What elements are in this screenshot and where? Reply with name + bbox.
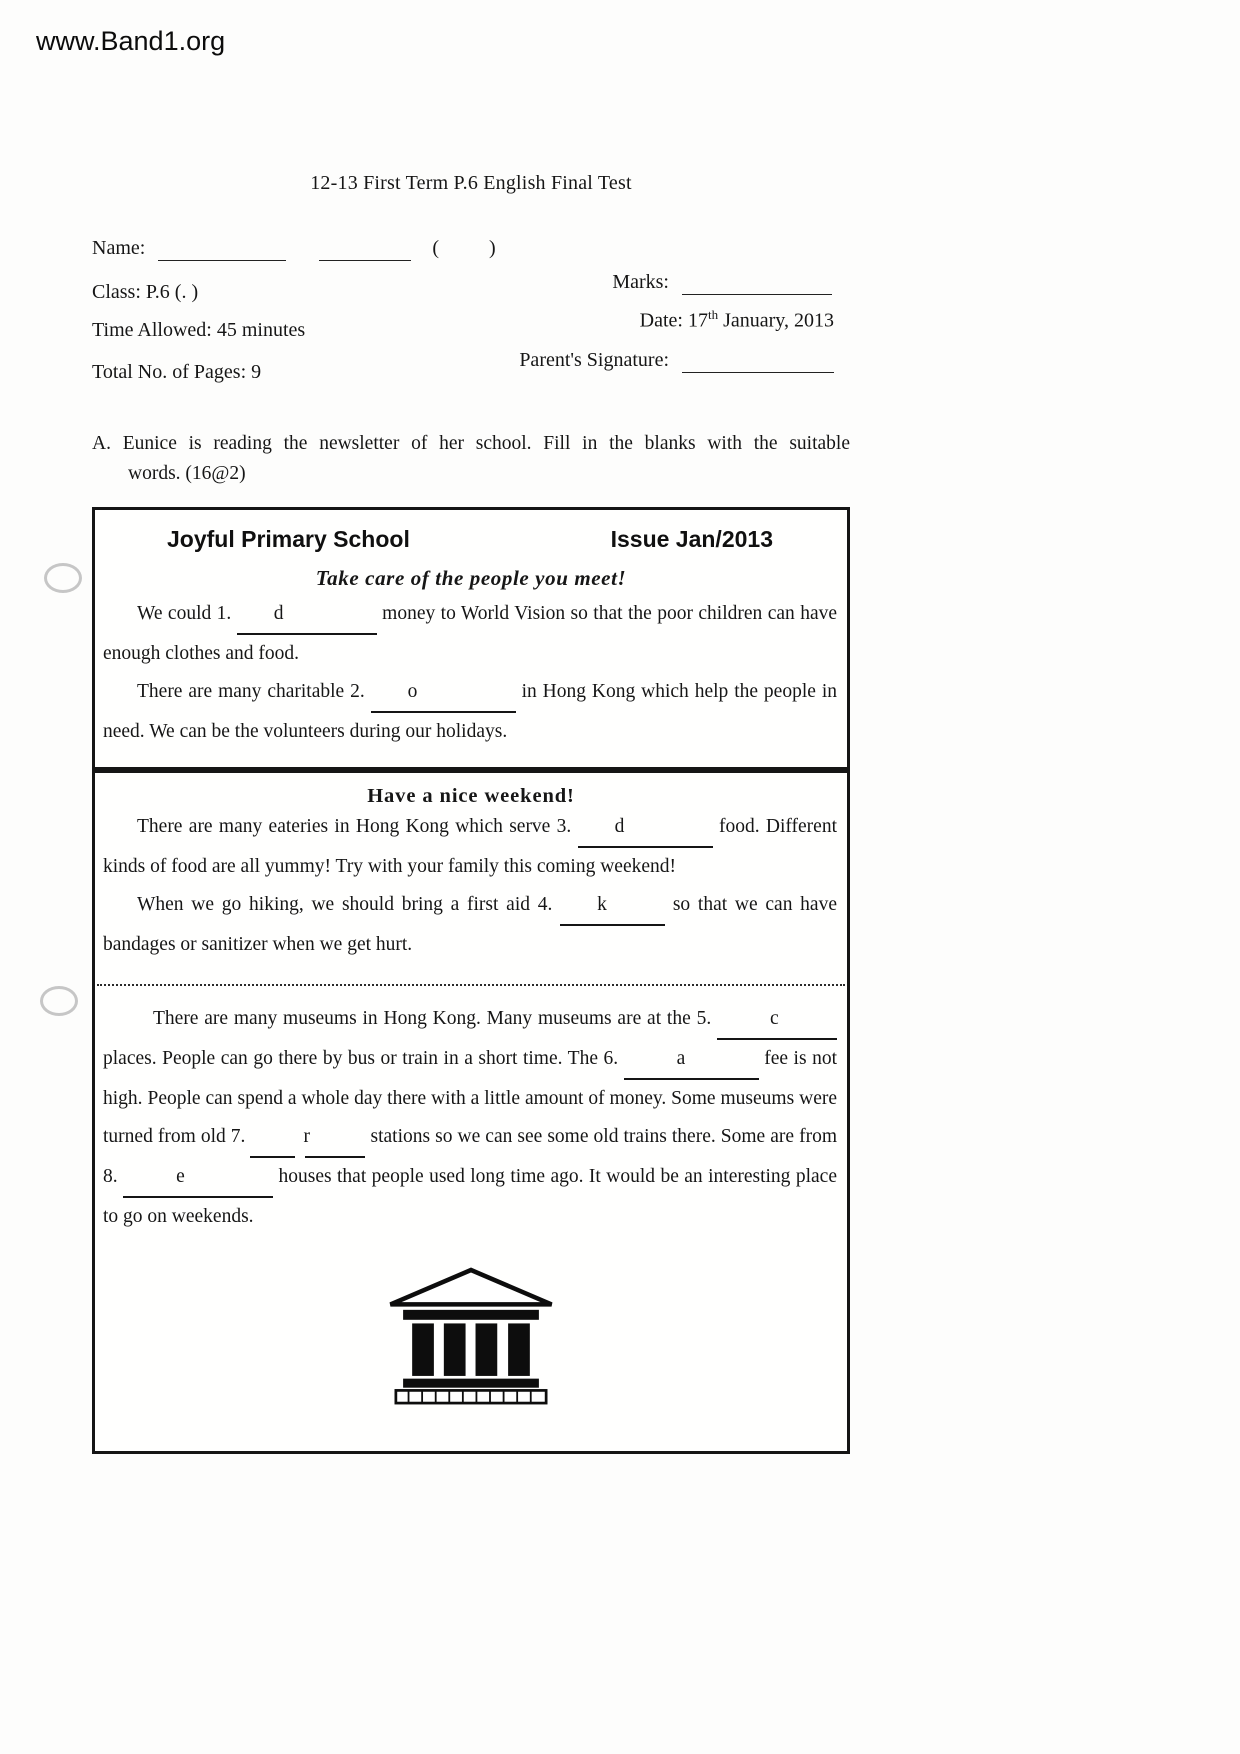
text-segment: There are many charitable 2. [137, 681, 371, 702]
text-segment: stations so we can see some old trains there. Some are from 8. [103, 1126, 837, 1187]
class-field: Class: P.6 (. ) [92, 281, 199, 303]
text-segment: so that we can have bandages or sanitizer when we get hurt. [103, 894, 837, 955]
marks-label: Marks: [612, 271, 669, 293]
dotted-divider [97, 984, 845, 986]
fill-blank-3 [578, 808, 713, 848]
site-watermark: www.Band1.org [36, 26, 226, 56]
text-segment: There are many eateries in Hong Kong which serve 3. [137, 816, 578, 837]
text-segment: We could 1. [137, 603, 237, 624]
museum-building-icon [385, 1262, 557, 1412]
newsletter-paragraph-3 [103, 808, 837, 886]
newsletter-headline-1: Take care of the people you meet! [315, 566, 627, 590]
text-segment: houses that people used long time ago. It would be an interesting place to go on weekends. [103, 1166, 837, 1227]
page-title: 12-13 First Term P.6 English Final Test [310, 172, 632, 194]
section-divider [95, 767, 847, 773]
fill-blank-6 [624, 1040, 759, 1080]
hole-punch-mark [40, 986, 78, 1016]
name-blank-1 [158, 237, 286, 261]
hole-punch-mark [44, 563, 82, 593]
section-a-instruction [92, 433, 850, 485]
issue-label: Issue Jan/2013 [610, 526, 773, 552]
newsletter-paragraph-5 [103, 1000, 837, 1236]
fill-blank-7b [305, 1118, 365, 1158]
header-fields [92, 229, 850, 407]
name-label: Name: [92, 237, 146, 259]
blank-letter: o [407, 681, 418, 702]
instruction-line-1: A. Eunice is reading the newsletter of her school. Fill in the blanks with the suitable [92, 433, 850, 454]
school-name: Joyful Primary School [167, 526, 410, 552]
fill-blank-8 [123, 1158, 273, 1198]
name-field [92, 237, 496, 261]
newsletter-section-1 [95, 510, 847, 767]
fill-blank-2 [371, 673, 516, 713]
text-segment: fee is not high. People can spend a whole day there with a little amount of money. Some museums were turned from old 7. [103, 1048, 837, 1147]
newsletter-paragraph-1 [103, 595, 837, 673]
fill-blank-1 [237, 595, 377, 635]
time-allowed-field: Time Allowed: 45 minutes [92, 319, 306, 341]
signature-blank [682, 349, 834, 373]
newsletter-headline-2: Have a nice weekend! [367, 785, 575, 807]
total-pages-field: Total No. of Pages: 9 [92, 361, 262, 383]
newsletter-paragraph-2 [103, 673, 837, 751]
text-segment: food. Different kinds of food are all yummy! Try with your family this coming weekend! [103, 816, 837, 877]
blank-letter: r [303, 1126, 310, 1147]
name-paren: ( ) [432, 237, 496, 259]
text-segment: places. People can go there by bus or train in a short time. The 6. [103, 1048, 624, 1069]
text-segment: money to World Vision so that the poor children can have enough clothes and food. [103, 603, 838, 664]
marks-field [612, 271, 832, 295]
blank-letter: k [597, 894, 607, 915]
date-ordinal: th [707, 307, 719, 322]
fill-blank-4 [560, 886, 665, 926]
building-illustration [95, 1262, 847, 1417]
name-blank-2 [319, 237, 411, 261]
signature-field [519, 349, 834, 373]
newsletter-section-2 [95, 785, 847, 1417]
date-text-pre: Date: 17 [639, 309, 708, 332]
marks-blank [682, 271, 832, 295]
instruction-line-2: words. (16@2) [128, 463, 246, 484]
blank-letter: a [676, 1048, 686, 1069]
date-field [640, 307, 834, 333]
blank-letter: e [176, 1166, 185, 1187]
text-segment: When we go hiking, we should bring a first aid 4. [137, 894, 561, 915]
newsletter-paragraph-4 [103, 886, 837, 964]
blank-letter: d [273, 603, 284, 624]
blank-letter: d [614, 816, 625, 837]
text-segment: There are many museums in Hong Kong. Many museums are at the 5. [153, 1008, 717, 1029]
blank-letter: c [770, 1008, 779, 1029]
fill-blank-5 [717, 1000, 837, 1040]
newsletter-header [95, 510, 847, 553]
date-text-post: January, 2013 [718, 309, 834, 332]
newsletter-box [92, 507, 850, 1454]
document-page [92, 0, 850, 1454]
text-segment: in Hong Kong which help the people in need. We can be the volunteers during our holidays. [103, 681, 837, 742]
signature-label: Parent's Signature: [519, 349, 669, 371]
fill-blank-7 [250, 1118, 310, 1158]
